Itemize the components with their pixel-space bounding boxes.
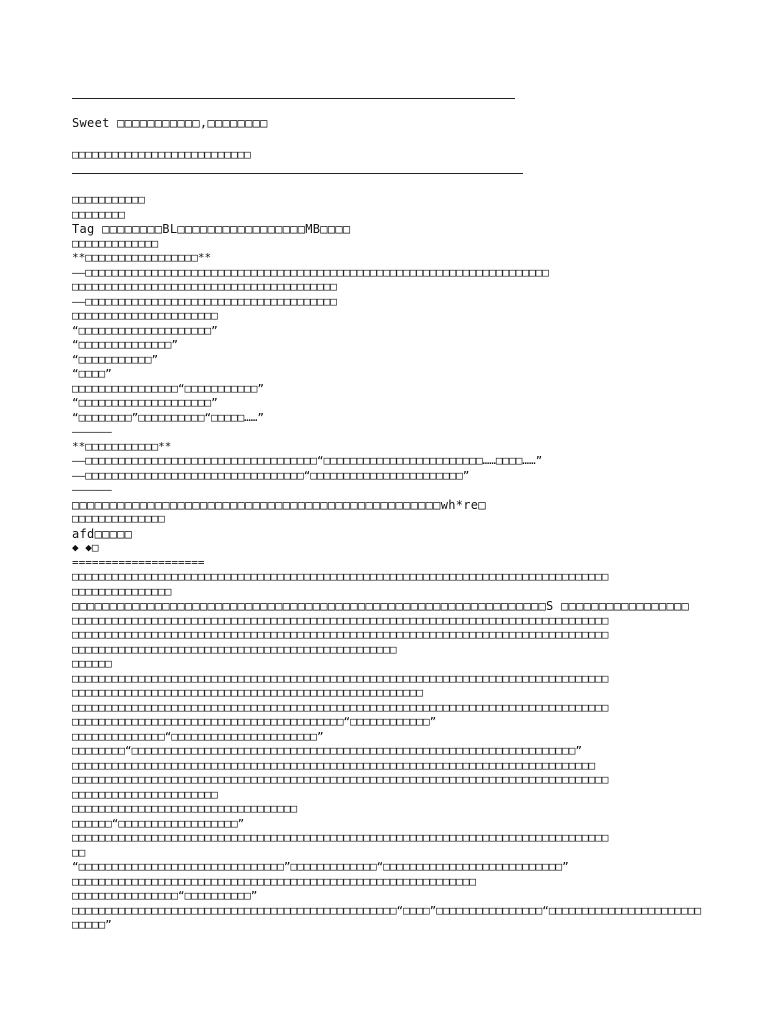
- text-line: □□□□□□□□□□□: [72, 193, 145, 206]
- text-line: “□□□□□□□□□□□□□□□□□□□□”: [72, 323, 218, 337]
- text-line: □□□□□□□□□□□□□□□□□□□□□□□□□□□□□□□□□□□□□□□□□□□□□□□□□wh*re□: [72, 497, 486, 512]
- text-line: ====================: [72, 555, 205, 569]
- text-line: ——□□□□□□□□□□□□□□□□□□□□□□□□□□□□□□□□□“□□□□□□□□□□□□□□□□□□□□□□□”: [72, 468, 470, 482]
- text-line: ◆ ◆□: [72, 541, 99, 554]
- text-line: **□□□□□□□□□□□□□□□□□**: [72, 251, 212, 264]
- text-line: □□□□□□□□□□□□□□□□□□□□□□□□□□□□□□□□□□□□□□□□□□□□□□□□□□□□□□□□□□□□□□□□□□□□□□□□□□□□□□□□□: [72, 773, 609, 786]
- text-line: “□□□□□□□□□□□□□□”: [72, 338, 178, 351]
- text-line: □□□□□□□□□□□□□□□□□□□□□□□□□□□□□□□□□□□□□□□□□□□□□□□□□□□□□□□□□□□□□□□□□□□□□□□□□□□□□□□□□: [72, 700, 609, 714]
- text-line: ——□□□□□□□□□□□□□□□□□□□□□□□□□□□□□□□□□□□“□□□□□□□□□□□□□□□□□□□□□□□□……□□□□……”: [72, 454, 543, 467]
- text-line: □□□□□□□□□□□□□□□□□□□□□□□□□□□□□□□□□□□□□□□□□□□□□□□□□□□□□: [72, 686, 423, 699]
- text-line: **□□□□□□□□□□□**: [72, 439, 172, 453]
- top-rule: [72, 98, 515, 99]
- text-line: □□□□□□: [72, 657, 112, 670]
- text-line: “□□□□□□□□□□□”: [72, 352, 159, 366]
- text-line: “□□□□”: [72, 367, 112, 380]
- subheading-rule: [72, 173, 523, 174]
- text-line: □□□□□□□□□□□□□□□□□□□□□□□□□□□□□□□□□□□□□□□□□□□□□□□□□□□□□□□□□□□□□□□□□□□□□□□□□□□□□□□: [72, 758, 596, 772]
- text-line: □□□□□□“□□□□□□□□□□□□□□□□□□”: [72, 816, 245, 830]
- text-line: □□□□□□□□□□□□□□□□□□□□□□: [72, 787, 218, 801]
- text-line: □□□□□□□□□□□□□□□□□□□□□□□□□□□□□□□□□□□□□□□□: [72, 280, 337, 293]
- text-line: □□□□□□□□□□□□□□□□□□□□□□□□□□□□□□□□□□□□□□□□□□□□□□□□□□□□□□□□□□□□□□□□□□□□□□□□□□□□□□□□□: [72, 671, 609, 685]
- text-line: □□□□□□□□□□□□□□□: [72, 584, 172, 598]
- text-line: ——————: [72, 483, 112, 496]
- text-line: □□□□□□□□□□□□□□□□□□□□□□□□□□□□□□□□□□□□□□□□□□□□□□□□□□□□□□□□□□□□□□□□□□□□□□□□□□□□□□□□□: [72, 628, 609, 641]
- text-line: “□□□□□□□□□□□□□□□□□□□□□□□□□□□□□□□”□□□□□□□□□□□□□“□□□□□□□□□□□□□□□□□□□□□□□□□□□”: [72, 860, 569, 873]
- text-line: □□□□□□□□□□□□□□□□“□□□□□□□□□□”: [72, 889, 258, 902]
- text-line: □□□□□□□□□□□□□□□□“□□□□□□□□□□□”: [72, 381, 265, 395]
- text-line: □□□□□□□□□□□□□□□□□□□□□□□□□□□□□□□□□□□□□□□□□□□□□□□□□: [72, 642, 397, 656]
- text-line: □□□□□□□□□□□□□□□□□□□□□□□□□□□□□□□□□□□□□□□□□□□□□□□□□□□□□□□□□□□□□□□□□□□□□□□□□□□□□□□□□: [72, 570, 609, 583]
- text-line: □□□□□□□□□□□□□□□□□□□□□□□□□□□□□□□□□□□□□□□□□“□□□□□□□□□□□□”: [72, 715, 437, 728]
- text-line: □□: [72, 845, 86, 859]
- text-line: □□□□□□□□□□□□□□□□□□□□□□□□□□□□□□□□□□□□□□□□□□□□□□□□□□□□□□□□□□□□□: [72, 874, 476, 888]
- text-line: Tag □□□□□□□□BL□□□□□□□□□□□□□□□□□MB□□□□: [72, 222, 351, 236]
- text-line: □□□□□□□□“□□□□□□□□□□□□□□□□□□□□□□□□□□□□□□□□□□□□□□□□□□□□□□□□□□□□□□□□□□□□□□□□□□□”: [72, 744, 582, 757]
- text-line: □□□□□”: [72, 918, 112, 931]
- text-line: □□□□□□□□□□□□□□: [72, 512, 165, 525]
- text-line: □□□□□□□□□□□□□□□□□□□□□□□□□□□□□□□□□□: [72, 802, 298, 815]
- text-line: “□□□□□□□□□□□□□□□□□□□□”: [72, 396, 218, 409]
- text-line: □□□□□□□□□□□□□□□□□□□□□□□□□□□□□□□□□□□□□□□□□□□□□□□□□□□□□□□□□□□□□□□S □□□□□□□□□□□□□□□□□: [72, 599, 690, 613]
- text-line: □□□□□□□□□□□□□□“□□□□□□□□□□□□□□□□□□□□□□”: [72, 729, 324, 743]
- document-subheading: □□□□□□□□□□□□□□□□□□□□□□□□□□□: [72, 148, 251, 161]
- text-line: ——□□□□□□□□□□□□□□□□□□□□□□□□□□□□□□□□□□□□□□: [72, 294, 337, 308]
- text-line: □□□□□□□□□□□□□□□□□□□□□□□□□□□□□□□□□□□□□□□□□□□□□□□□□□□□□□□□□□□□□□□□□□□□□□□□□□□□□□□□□: [72, 613, 609, 627]
- text-line: □□□□□□□□□□□□□□□□□□□□□□: [72, 309, 218, 322]
- text-line: “□□□□□□□□”□□□□□□□□□□“□□□□□……”: [72, 410, 265, 424]
- text-line: □□□□□□□□□□□□□: [72, 236, 159, 250]
- text-line: ——□□□□□□□□□□□□□□□□□□□□□□□□□□□□□□□□□□□□□□□□□□□□□□□□□□□□□□□□□□□□□□□□□□□□□□: [72, 265, 549, 279]
- text-line: □□□□□□□□: [72, 207, 125, 221]
- document-heading: Sweet □□□□□□□□□□□,□□□□□□□□: [72, 116, 268, 130]
- text-line: ——————: [72, 425, 112, 438]
- text-line: □□□□□□□□□□□□□□□□□□□□□□□□□□□□□□□□□□□□□□□□□□□□□□□□□□□□□□□□□□□□□□□□□□□□□□□□□□□□□□□□□: [72, 831, 609, 844]
- text-line: afd□□□□□: [72, 526, 133, 541]
- text-line: □□□□□□□□□□□□□□□□□□□□□□□□□□□□□□□□□□□□□□□□□□□□□□□□□“□□□□”□□□□□□□□□□□□□□□□“□□□□□□□□□□□□□□□□□□□□□□□: [72, 903, 702, 917]
